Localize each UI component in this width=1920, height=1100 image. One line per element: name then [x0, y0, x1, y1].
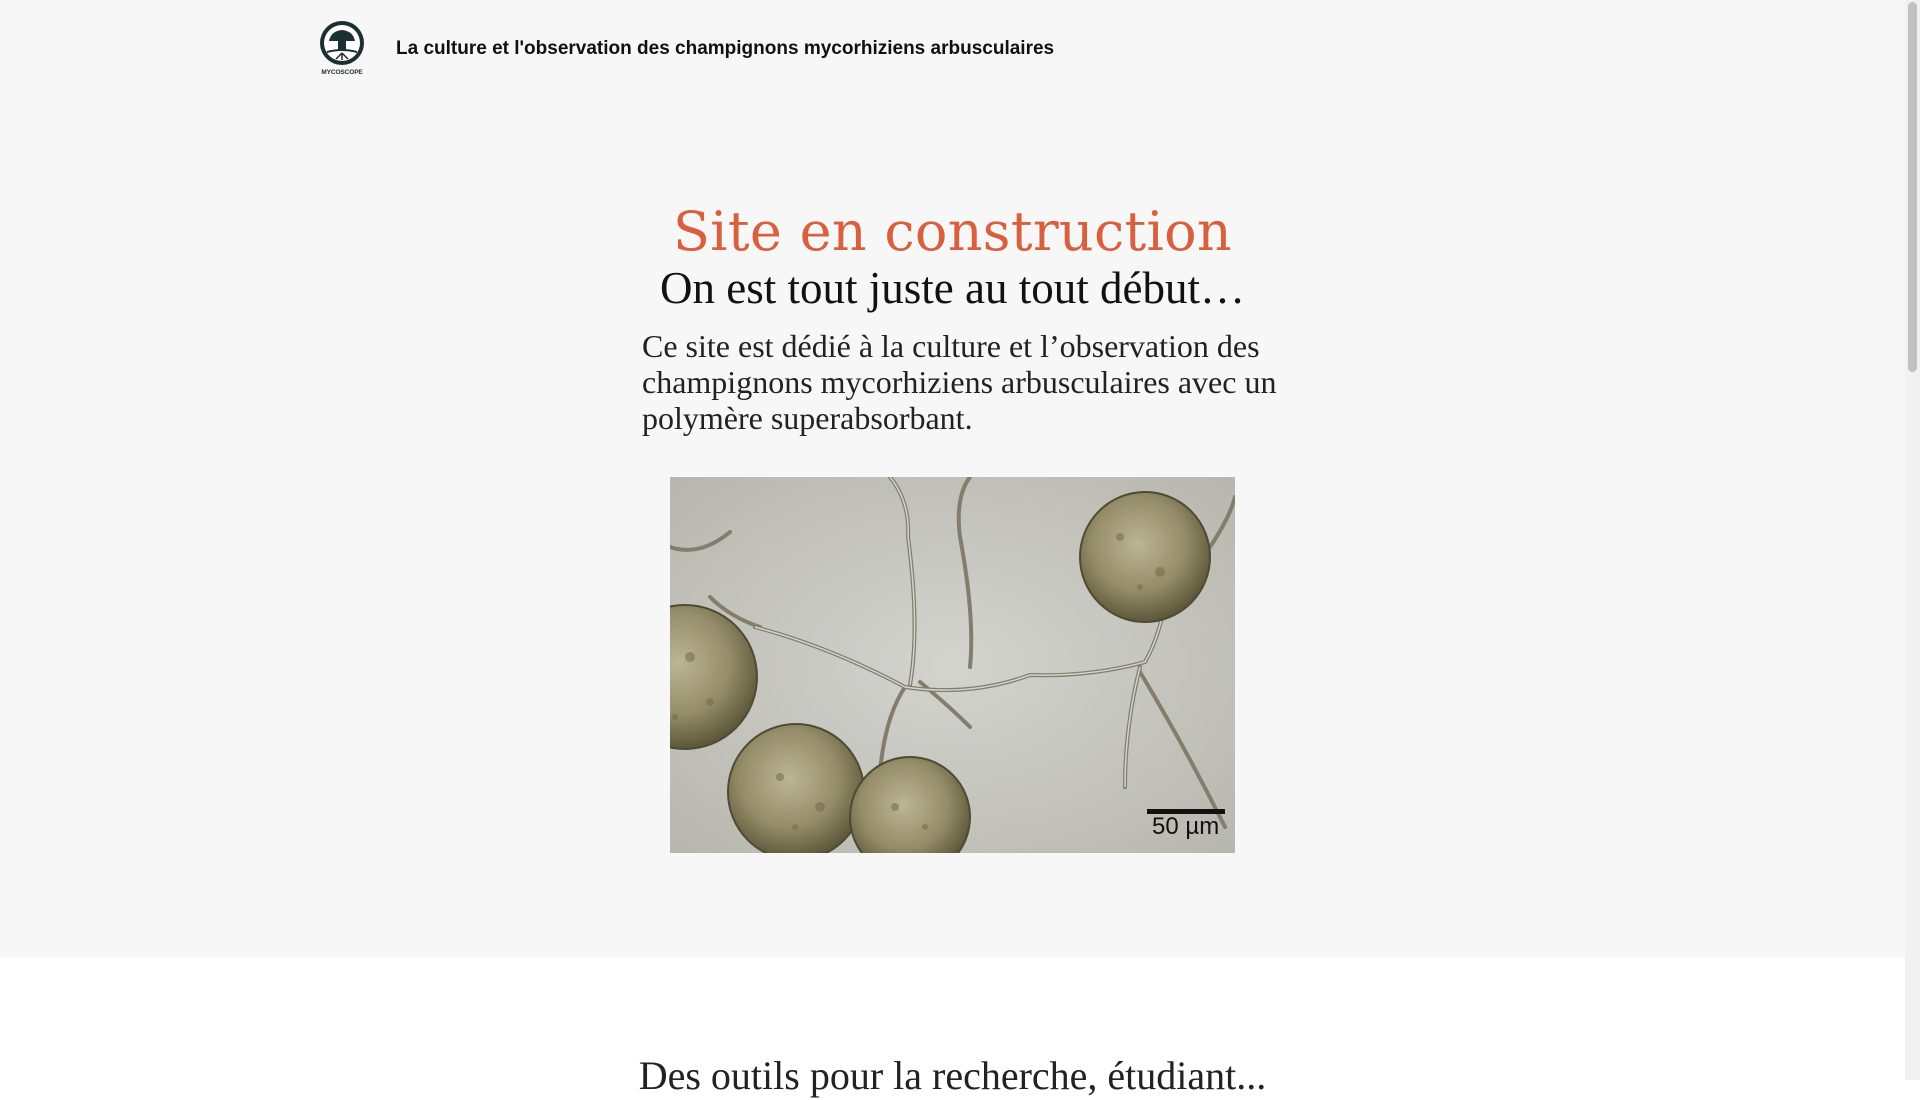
hero-title: Site en construction	[672, 200, 1233, 263]
site-title[interactable]: La culture et l'observation des champignons mycorhiziens arbusculaires	[396, 38, 1055, 59]
mushroom-icon	[317, 20, 367, 68]
site-header	[0, 0, 1905, 100]
microscope-image	[670, 477, 1235, 853]
section2-title: Des outils pour la recherche, étudiant...	[638, 1053, 1267, 1098]
logo-label: MYCOSCOPE	[321, 69, 363, 76]
hero-subtitle: On est tout juste au tout début…	[660, 263, 1245, 313]
vertical-scrollbar[interactable]	[1905, 0, 1920, 1080]
scrollbar-thumb[interactable]	[1908, 2, 1917, 372]
scale-bar-label: 50 µm	[1152, 813, 1220, 840]
site-logo[interactable]	[317, 20, 367, 80]
intro-paragraph: Ce site est dédié à la culture et l’observation des champignons mycorhiziens arbusculaires avec un polymère superabsorbant.	[642, 328, 1277, 436]
